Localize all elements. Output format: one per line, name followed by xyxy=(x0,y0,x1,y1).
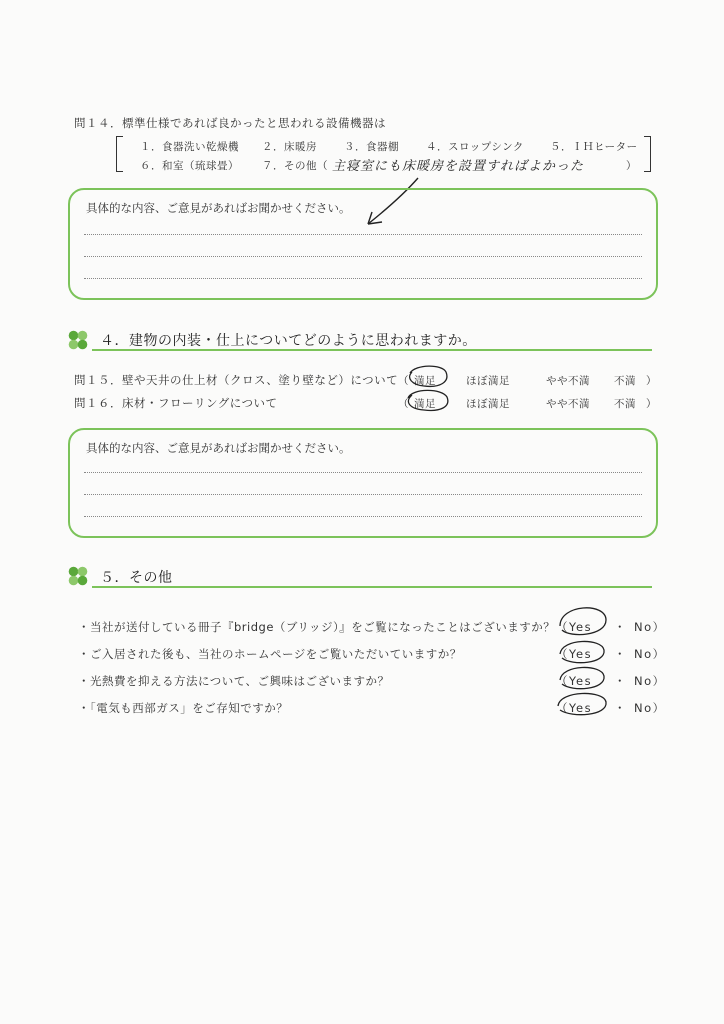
section4-comment-label: 具体的な内容、ご意見があればお聞かせください。 xyxy=(86,441,351,455)
q14-option-2[interactable]: ２．床暖房 xyxy=(262,141,317,153)
q14-option-4[interactable]: ４．スロップシンク xyxy=(426,141,524,153)
q16-paren-open: （ xyxy=(398,398,409,410)
s5-item-1-label: ・当社が送付している冊子『bridge（ブリッジ）』をご覧になったことはございますか？ xyxy=(78,620,556,634)
s5-item-2-yes[interactable]: （Yes xyxy=(556,647,593,661)
section5-title: ５．その他 xyxy=(100,570,173,586)
q15-paren-open: （ xyxy=(398,375,409,387)
s5-item-4-yes[interactable]: （Yes xyxy=(556,701,593,715)
q16-opt-mostly-satisfied[interactable]: ほぼ満足 xyxy=(466,398,510,410)
q15-opt-satisfied[interactable]: 満足 xyxy=(414,375,436,387)
s5-item-3-label: ・光熱費を抑える方法について、ご興味はございますか？ xyxy=(78,674,390,688)
q16-opt-unsatisfied[interactable]: 不満 xyxy=(614,398,636,410)
s5-item-4-label: ・「電気も西部ガス」をご存知ですか？ xyxy=(78,701,289,715)
q14-option-1[interactable]: １．食器洗い乾燥機 xyxy=(140,141,239,153)
q16-opt-satisfied[interactable]: 満足 xyxy=(414,398,436,410)
q15-opt-mostly-satisfied[interactable]: ほぼ満足 xyxy=(466,375,510,387)
section4-title: ４．建物の内装・仕上についてどのように思われますか。 xyxy=(100,333,477,349)
q14-option-6[interactable]: ６．和室（琉球畳） xyxy=(140,160,239,172)
q16-label: 問１６．床材・フローリングについて xyxy=(74,396,278,410)
s5-item-4-dot: ・ xyxy=(614,701,627,715)
s5-item-2-label: ・ご入居された後も、当社のホームページをご覧いただいていますか？ xyxy=(78,647,462,661)
q14-option-5[interactable]: ５．ＩＨヒーター xyxy=(550,141,638,153)
q15-opt-somewhat-unsatisfied[interactable]: やや不満 xyxy=(546,375,590,387)
s5-item-3-yes[interactable]: （Yes xyxy=(556,674,593,688)
q14-comment-label: 具体的な内容、ご意見があればお聞かせください。 xyxy=(86,201,351,215)
s5-item-4-no[interactable]: No） xyxy=(634,701,666,715)
s5-item-1-yes[interactable]: （Yes xyxy=(556,620,593,634)
s5-item-2-no[interactable]: No） xyxy=(634,647,666,661)
q14-other-handwritten: 主寝室にも床暖房を設置すればよかった xyxy=(332,159,585,174)
s5-item-1-dot: ・ xyxy=(614,620,627,634)
q14-option-3[interactable]: ３．食器棚 xyxy=(344,141,399,153)
q14-option-7-other[interactable]: ７．その他（ xyxy=(262,160,328,172)
q15-label: 問１５．壁や天井の仕上材（クロス、塗り壁など）について xyxy=(74,373,399,387)
q16-opt-somewhat-unsatisfied[interactable]: やや不満 xyxy=(546,398,590,410)
s5-item-2-dot: ・ xyxy=(614,647,627,661)
s5-item-1-no[interactable]: No） xyxy=(634,620,666,634)
q16-paren-close: ） xyxy=(646,398,657,410)
q14-label: 問１４．標準仕様であれば良かったと思われる設備機器は xyxy=(74,116,386,130)
q15-opt-unsatisfied[interactable]: 不満 xyxy=(614,375,636,387)
s5-item-3-dot: ・ xyxy=(614,674,627,688)
q14-other-close: ） xyxy=(626,160,637,172)
q15-paren-close: ） xyxy=(646,375,657,387)
s5-item-3-no[interactable]: No） xyxy=(634,674,666,688)
